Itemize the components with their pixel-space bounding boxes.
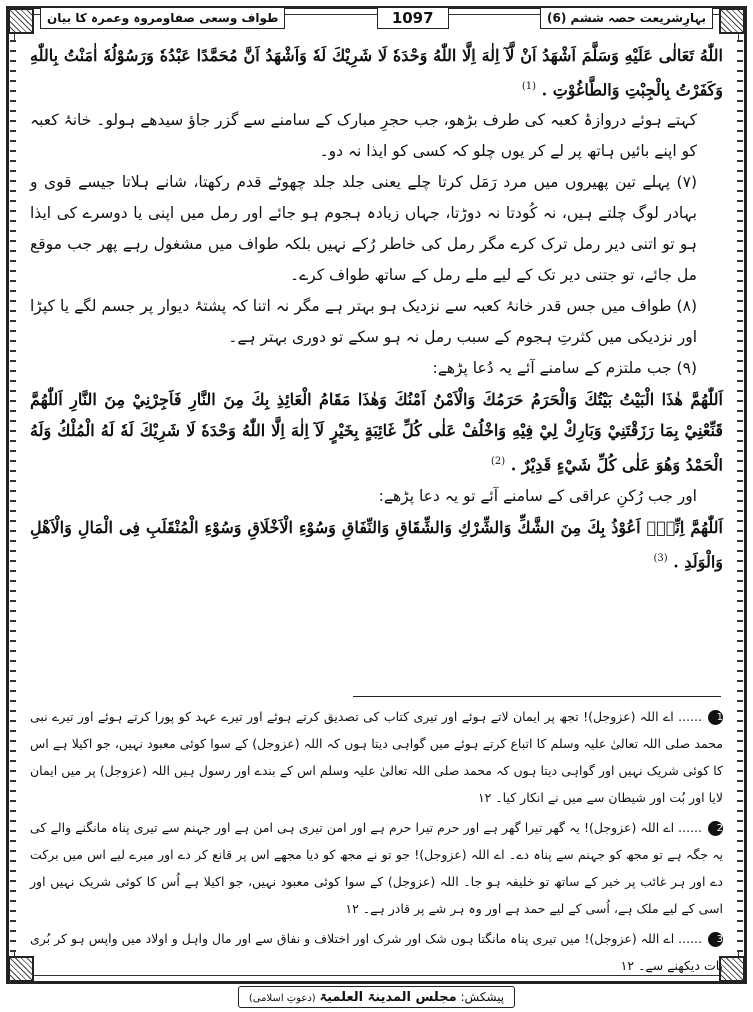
footnote-text: ...... اے اللہ (عزوجل)! یہ گھر تیرا گھر ہے اور حرم تیرا حرم ہے اور امن تیری ہی امن ہے اور جہنم سے تیری پناہ مانگنے والے کی یہ جگہ ہے تو مجھ کو جہنم سے پناہ دے۔ اے اللہ (عزوجل)! جو تو نے مجھ کو دیا مجھے اس پر قانع کر دے اور میرے لیے اس میں برکت دے اور ہر غائب پر خیر کے ساتھ تو خلیفہ ہو جا۔ اللہ (عزوجل) کے سوا کوئی معبود نہیں، جو اکیلا ہے اُس کا کوئی شریک نہیں اور اسی کے لیے ملک ہے، اُسی کے لیے حمد ہے اور وہ ہر شے پر قادر ہے۔ ۱۲ [30,820,723,916]
book-title: بہارِشریعت حصہ ششم (6) [540,7,713,29]
paragraph-8: (۸) طواف میں جس قدر خانۂ کعبہ سے نزدیک ہو بہتر ہے مگر نہ اتنا کہ پشتۂ دیوار پر جسم لگے یا کپڑا اور نزدیکی میں کثرتِ ہجوم کے سبب رمل نہ ہو سکے تو دوری بہتر ہے۔ [30,297,697,347]
paragraph-9: (۹) جب ملتزم کے سامنے آئے یہ دُعا پڑھے: [432,359,697,378]
corner-ornament-icon [8,8,34,34]
dua-multazam-text: اَللّٰهُمَّ هٰذَا الْبَيْتُ بَيْتُكَ وَالْحَرَمُ حَرَمُكَ وَالْاَمْنُ اَمْنُكَ وَهٰذَا مَقَامُ الْعَائِذِ بِكَ مِنَ النَّارِ فَاَجِرْنِيْ مِنَ النَّارِ اَللّٰهُمَّ قَنِّعْنِيْ بِمَا رَزَقْتَنِيْ وَبَارِكْ لِيْ فِيْهِ وَاخْلُفْ عَلٰی كُلِّ غَائِبَةٍ بِخَيْرٍ لَآ اِلٰهَ اِلَّا اللّٰهُ وَحْدَهٗ لَا شَرِيْكَ لَهٗ لَهُ الْمُلْكُ وَلَهُ الْحَمْدُ وَهُوَ عَلٰی كُلِّ شَيْءٍ قَدِيْرٌ . [30,390,724,475]
border-ornament-right [737,40,743,952]
arabic-dua-iraqi [30,512,723,577]
dua-iraqi-text: اَللّٰهُمَّ اِنِّيْۤ اَعُوْذُ بِكَ مِنَ الشَّكِّ وَالشِّرْكِ وَالشِّقَاقِ وَالنِّفَاقِ وَسُوْءِ الْاَخْلَاقِ وَسُوْءِ الْمُنْقَلَبِ فِی الْمَالِ وَالْاَهْلِ وَالْوَلَدِ . [30,517,724,571]
publisher-tag: (دعوتِ اسلامی) [248,993,316,1004]
footnote-ref: (3) [653,552,668,564]
footnote-text: ...... اے اللہ (عزوجل)! میں تیری پناہ مانگتا ہوں شک اور شرک اور اختلاف و نفاق سے اور مال واہل و اولاد میں واپس ہو کر بُری بات دیکھنے سے۔ ۱۲ [30,931,723,973]
footnote-number-badge: 3 [708,932,723,947]
paragraph-rukn-iraqi: اور جب رُکنِ عراقی کے سامنے آئے تو یہ دعا پڑھے: [378,486,697,505]
main-text [30,40,723,577]
page-footer [0,986,753,1008]
footnotes [30,703,723,982]
page-header [40,6,713,30]
arabic-dua-text [30,40,723,105]
footnote-divider [353,696,721,697]
paragraph-7: (۷) پہلے تین پھیروں میں مرد رَمَل کرتا چلے یعنی جلد جلد چھوٹے قدم رکھتا، شانے ہلاتا جیسے قوی و بہادر لوگ چلتے ہیں، نہ کُودتا نہ دوڑتا، جہاں زیادہ ہجوم ہو جائے اور رمل میں اپنی یا دوسرے کی ایذا ہو تو اتنی دیر رمل ترک کرے مگر رمل کی خاطر رُکے نہیں بلکہ طواف میں مشغول رہے پھر جب موقع مل جائے، تو جتنی دیر تک کے لیے ملے رمل کے ساتھ طواف کرے۔ [30,173,697,285]
footnote-text: ...... اے اللہ (عزوجل)! تجھ پر ایمان لاتے ہوئے اور تیری کتاب کی تصدیق کرتے ہوئے اور تیرے عہد کو پورا کرتے ہوئے اور تیرے نبی محمد صلی اللہ تعالیٰ علیہ وسلم کا اتباع کرتے ہوئے میں گواہی دیتا ہوں کہ اللہ (عزوجل) کے سوا کوئی معبود نہیں، جو اکیلا ہے اس کا کوئی شریک نہیں اور گواہی دیتا ہوں کہ محمد صلی اللہ تعالیٰ علیہ وسلم اس کے بندے اور رسول ہیں اللہ (عزوجل) پر میں ایمان لایا اور بُت اور شیطان سے میں نے انکار کیا۔ ۱۲ [30,709,723,805]
footnote-ref: (1) [521,81,536,92]
publisher-badge [238,986,515,1008]
publisher-name: مجلس المدینۃ العلمیۃ [319,990,457,1005]
footnote-2 [30,814,723,922]
page-number: 1097 [377,7,449,29]
dua-line: اللّٰهُ تَعَالٰی عَلَيْهِ وَسَلَّمَ اَشْهَدُ اَنْ لَّآ اِلٰهَ اِلَّا اللّٰهُ وَحْدَهٗ لَا شَرِيْكَ لَهٗ وَاَشْهَدُ اَنَّ مُحَمَّدًا عَبْدُهٗ وَرَسُوْلُهٗ اٰمَنْتُ بِاللّٰهِ وَكَفَرْتُ بِالْجِبْتِ وَالطَّاغُوْتِ . [30,46,723,100]
arabic-dua-multazam [30,384,723,480]
footnote-3 [30,925,723,979]
footnote-number-badge: 2 [708,821,723,836]
paragraph-door: کہتے ہوئے دروازۂ کعبہ کی طرف بڑھو، جب حجرِ مبارک کے سامنے سے گزر جاؤ سیدھے ہولو۔ خانۂ کعبہ کو اپنے بائیں ہاتھ پر لے کر یوں چلو کہ کسی کو ایذا نہ دو۔ [30,111,697,161]
footnote-1 [30,703,723,811]
corner-ornament-icon [719,8,745,34]
chapter-title: طواف وسعی صفاومروہ وعمرہ کا بیان [40,7,285,29]
publisher-prefix: پیشکش: [460,990,505,1004]
footnote-ref: (2) [491,456,506,468]
footnote-number-badge: 1 [708,710,723,725]
border-ornament-left [10,40,16,952]
